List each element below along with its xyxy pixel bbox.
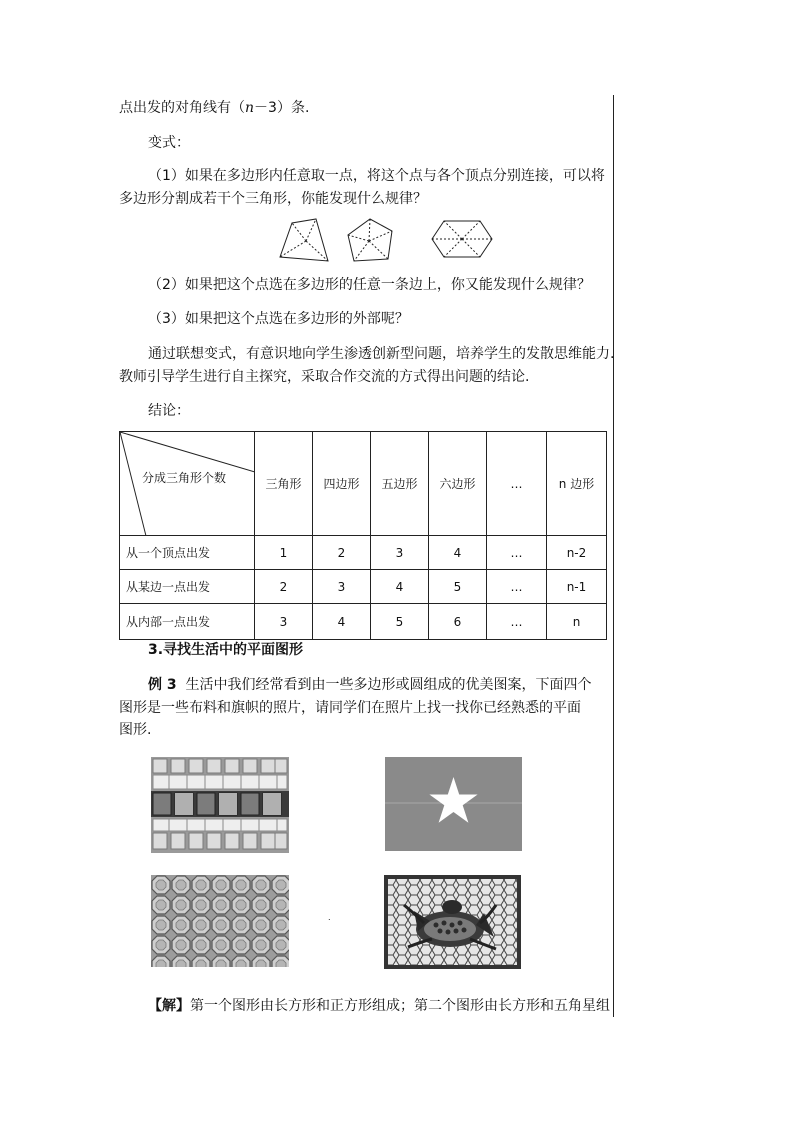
table-cell: 2 [313,536,371,570]
pentagon-figure [348,219,392,261]
quadrilateral-figure [280,219,328,261]
table-row-label: 从一个顶点出发 [120,536,255,570]
table-row-label: 从某边一点出发 [120,570,255,604]
table-cell: … [487,536,547,570]
image-separator-dot: . [328,913,331,922]
variant-label: 变式： [148,135,190,151]
table-cell: n-1 [547,570,607,604]
question-2: （2）如果把这个点选在多边形的任意一条边上，你又能发现什么规律？ [148,277,591,293]
table-cell: 3 [255,604,313,640]
table-row [120,570,607,604]
table-header-cell: 四边形 [313,432,371,536]
solution-text: 第一个图形由长方形和正方形组成；第二个图形由长方形和五角星组 [190,998,610,1014]
table-header-cell: … [487,432,547,536]
question-1-line2: 多边形分割成若干个三角形，你能发现什么规律？ [119,191,427,207]
table-cell: 1 [255,536,313,570]
intro-var: n [245,100,255,116]
solution-line [148,996,610,1016]
intro-text-before: 点出发的对角线有（ [119,100,245,116]
table-row [120,604,607,640]
table-cell: … [487,604,547,640]
table-row-label: 从内部一点出发 [120,604,255,640]
paragraph-line2: 教师引导学生进行自主探究，采取合作交流的方式得出问题的结论. [119,369,530,385]
table-cell: 4 [429,536,487,570]
table-cell: 4 [313,604,371,640]
intro-text-after: －3）条. [254,100,310,116]
table-row [120,536,607,570]
example-line2: 图形是一些布料和旗帜的照片，请同学们在照片上找一找你已经熟悉的平面 [119,700,581,716]
example-line1 [148,675,592,695]
table-cell: … [487,570,547,604]
table-cell: 2 [255,570,313,604]
polygon-figures [278,217,498,265]
fish-pattern-photo [384,875,521,969]
table-header-row [120,432,607,536]
table-header-cell: 三角形 [255,432,313,536]
example-text-1: 生活中我们经常看到由一些多边形或圆组成的优美图案，下面四个 [185,677,592,693]
hexagon-figure [432,221,492,257]
table-cell: n [547,604,607,640]
table-cell: n-2 [547,536,607,570]
table-header-cell: 六边形 [429,432,487,536]
table-corner-cell [120,432,255,536]
octagon-fabric-photo [151,875,289,967]
woven-fabric-photo [151,757,289,853]
table-cell: 5 [429,570,487,604]
example-line3: 图形. [119,722,152,738]
table-cell: 3 [313,570,371,604]
question-1-line1: （1）如果在多边形内任意取一点，将这个点与各个顶点分别连接，可以将 [148,168,605,184]
example-label: 例 3 [148,677,177,693]
table-cell: 4 [371,570,429,604]
paragraph-line1: 通过联想变式，有意识地向学生渗透创新型问题，培养学生的发散思维能力. [148,346,615,362]
conclusion-label: 结论： [148,403,190,419]
table-header-cell: n 边形 [547,432,607,536]
corner-label: 分成三角形个数 [142,471,227,485]
table-header-cell: 五边形 [371,432,429,536]
conclusion-table [119,431,607,640]
table-cell: 5 [371,604,429,640]
margin-rule [613,95,614,1017]
intro-line [119,98,309,118]
star-flag-photo [385,757,522,851]
solution-label: 【解】 [148,998,190,1014]
table-cell: 6 [429,604,487,640]
section-heading: 3.寻找生活中的平面图形 [148,642,304,658]
table-cell: 3 [371,536,429,570]
question-3: （3）如果把这个点选在多边形的外部呢？ [148,311,409,327]
